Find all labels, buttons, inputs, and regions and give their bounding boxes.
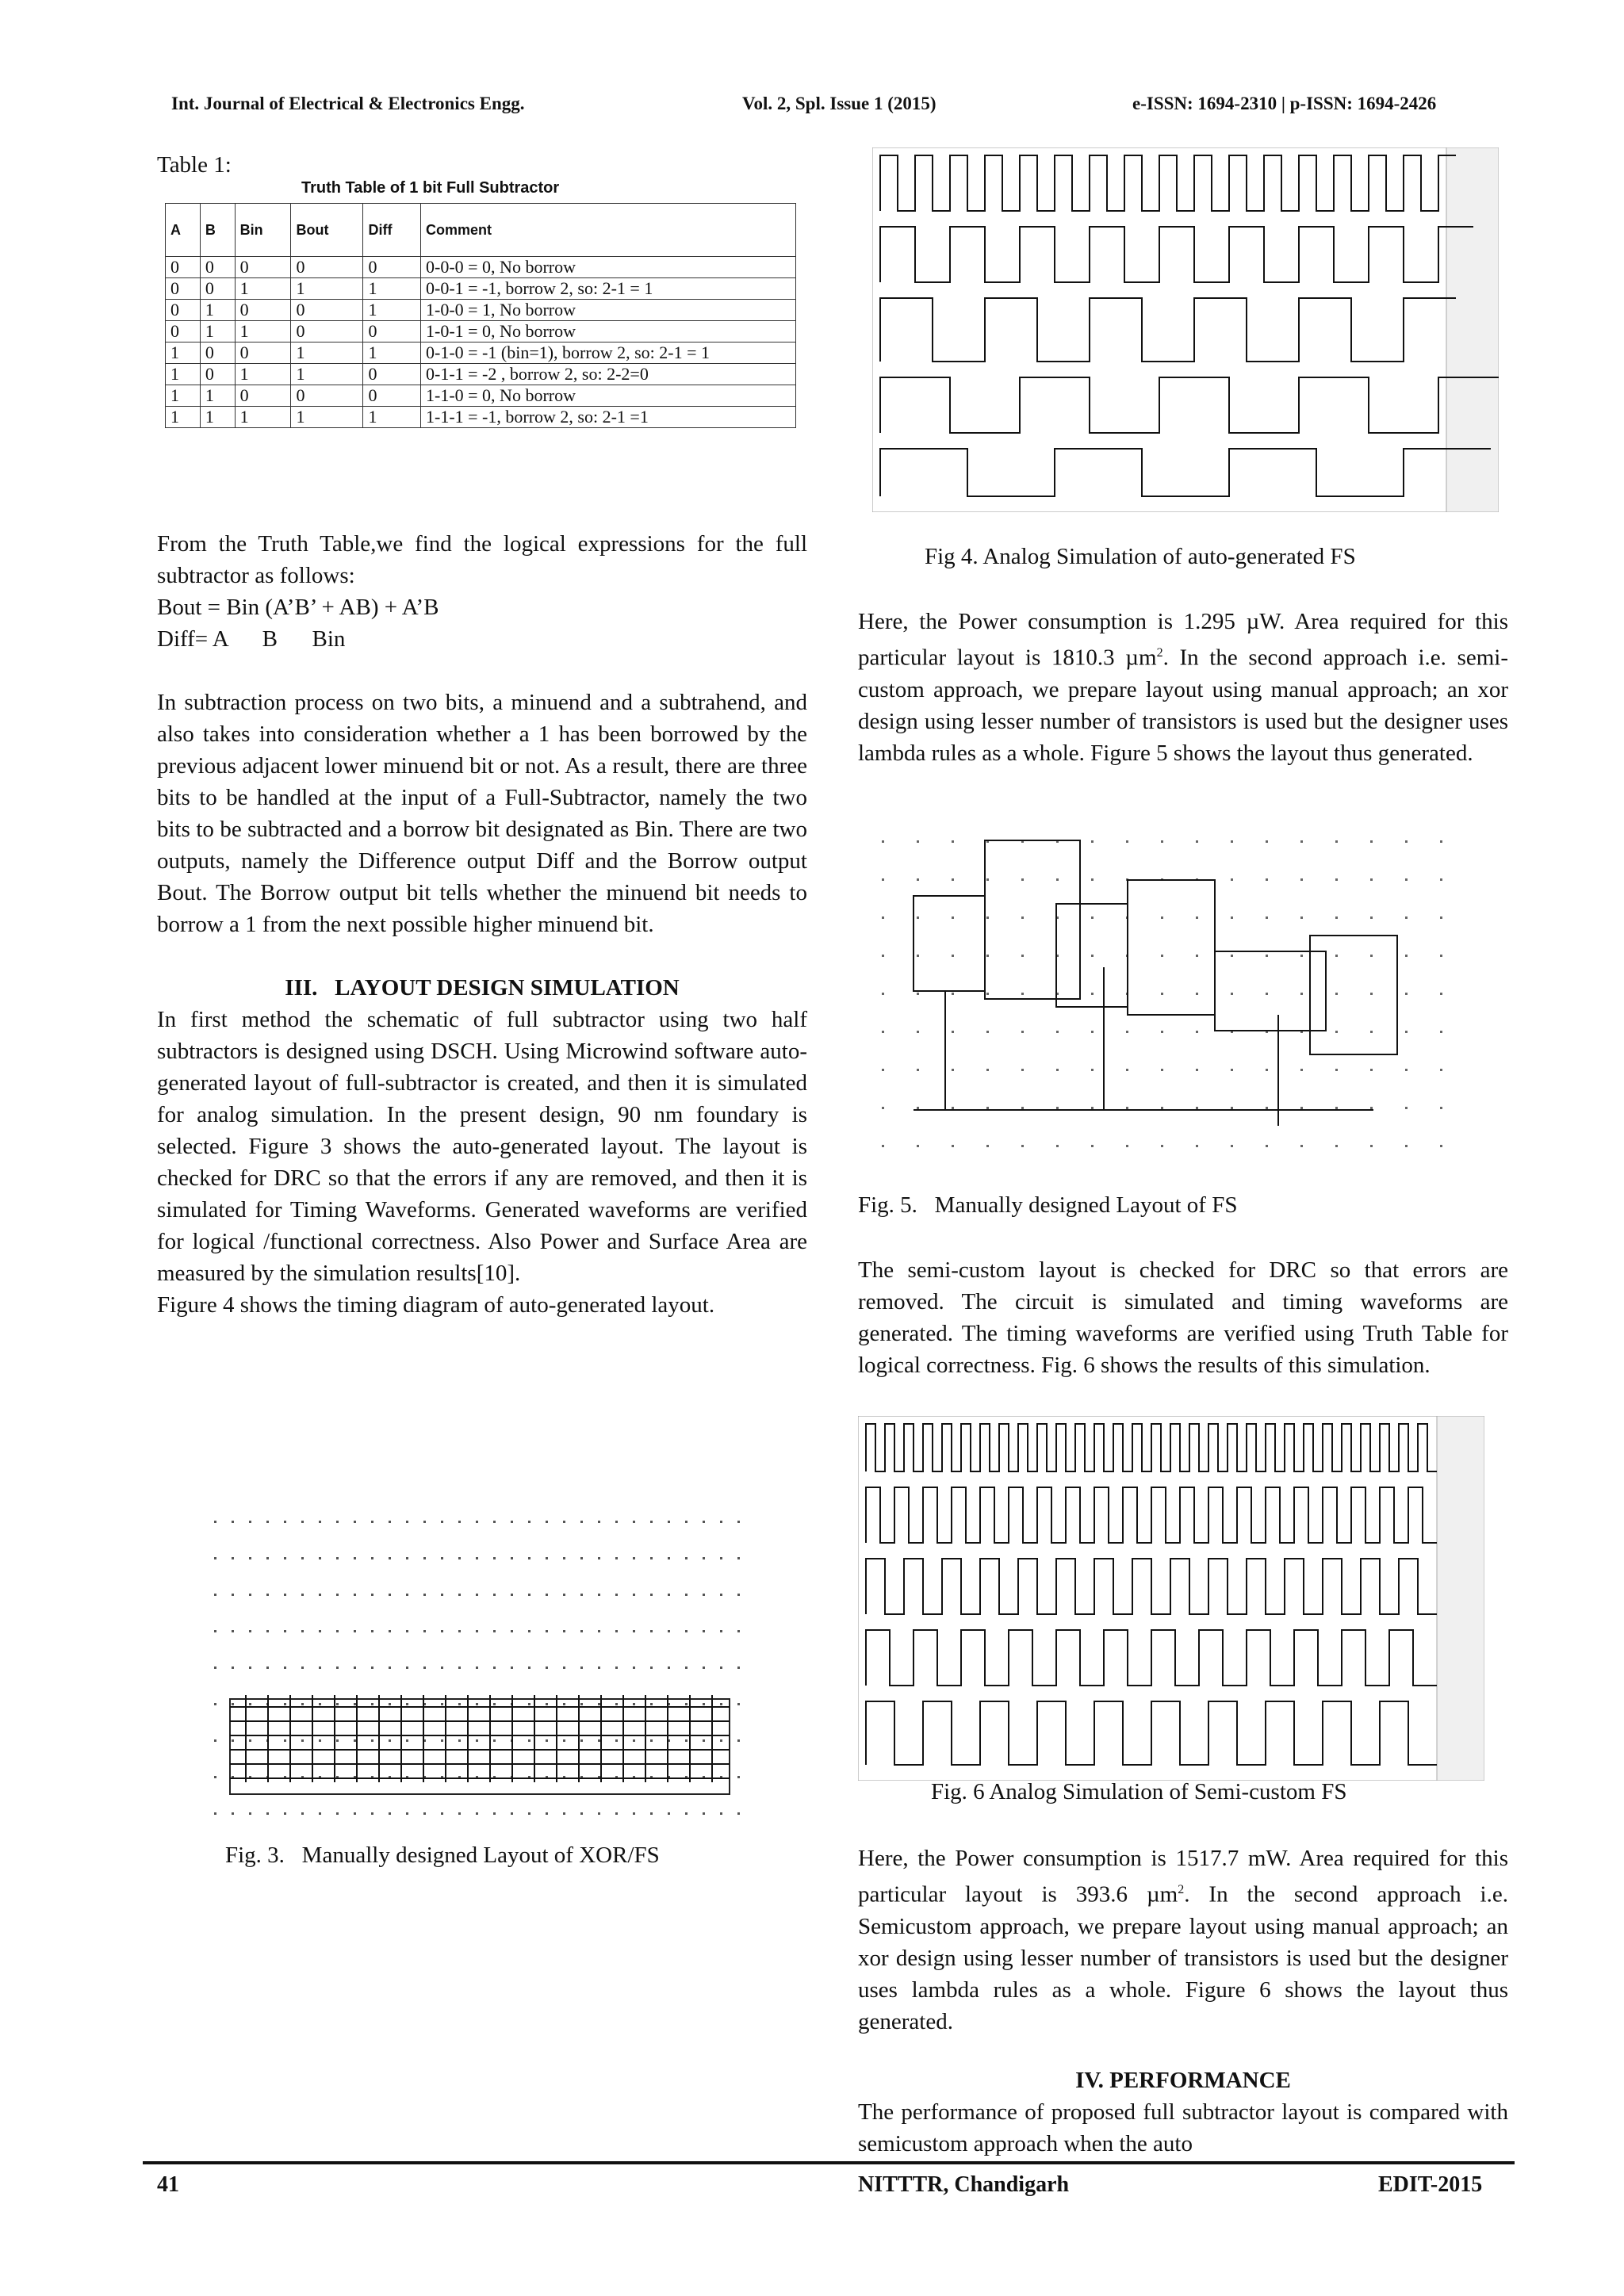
table-cell: 1 <box>291 278 363 300</box>
table-cell: 0 <box>291 385 363 407</box>
table-cell: 1 <box>363 300 421 321</box>
table-cell: 1 <box>200 300 235 321</box>
table-cell: 0 <box>363 321 421 342</box>
section-heading-performance: IV. PERFORMANCE <box>1075 2068 1291 2093</box>
table-cell: 0 <box>200 364 235 385</box>
table-cell: 1 <box>363 342 421 364</box>
table-cell: 0 <box>200 257 235 278</box>
table-cell: 1 <box>363 278 421 300</box>
paragraph-subtraction: In subtraction process on two bits, a minuend and a subtrahend, and also takes into consideration whether a 1 has been borrowed by the previous adjacent lower minuend bit or not. As a result, there are three bits to be handled at the input of a Full-Subtractor, namely the two bits to be subtracted and a borrow bit designated as Bin. There are two outputs, namely the Difference output Diff and the Borrow output Bout. The Borrow output bit tells whether the minuend bit needs to borrow a 1 from the next possible higher minuend bit. <box>157 690 807 937</box>
figure-5-caption: Fig. 5. Manually designed Layout of FS <box>858 1192 1238 1218</box>
table-cell: 1 <box>166 342 201 364</box>
table-cell: 1 <box>235 278 291 300</box>
figure-5-layout <box>866 809 1484 1158</box>
table-row <box>166 278 796 300</box>
footer-rule <box>143 2161 1515 2164</box>
table-row <box>166 364 796 385</box>
table-cell: 0 <box>235 385 291 407</box>
table-cell: 0 <box>200 342 235 364</box>
table-header-cell: Bin <box>235 204 291 257</box>
table-cell: 0 <box>235 300 291 321</box>
table-row <box>166 257 796 278</box>
table-cell: 1-0-1 = 0, No borrow <box>421 321 796 342</box>
figure-6-simulation <box>858 1416 1484 1781</box>
table-cell: 0 <box>166 300 201 321</box>
footer-institution: NITTTR, Chandigarh <box>858 2172 1070 2197</box>
table-cell: 0-0-0 = 0, No borrow <box>421 257 796 278</box>
table-cell: 0 <box>166 257 201 278</box>
table-row <box>166 385 796 407</box>
table-cell: 0 <box>291 300 363 321</box>
figure-4-simulation <box>872 147 1499 512</box>
table-cell: 0 <box>363 364 421 385</box>
table-cell: 0 <box>200 278 235 300</box>
table-header-cell: A <box>166 204 201 257</box>
table-cell: 1-1-0 = 0, No borrow <box>421 385 796 407</box>
paragraph-performance: The performance of proposed full subtractor layout is compared with semicustom approach when the auto <box>858 2099 1508 2156</box>
paragraph-power-semicustom: Here, the Power consumption is 1517.7 mW. Area required for this particular layout is 393.6 µm$^2$. In the second approach i.e. Semicustom approach, we prepare layout using manual approach; an xor design using lesser number of transistors is used but the designer uses lambda rules as a whole. Figure 6 shows the layout thus generated. <box>858 1846 1508 2034</box>
paragraph-method: In first method the schematic of full subtractor using two half subtractors is designed using DSCH. Using Microwind software auto-generated layout of full-subtractor is created, and then it is simulated for analog simulation. In the present design, 90 nm foundary is selected. Figure 3 shows the auto-generated layout. The layout is checked for DRC so that the errors if any are removed, and then it is simulated for Timing Waveforms. Generated waveforms are verified for logical /functional correctness. Also Power and Surface Area are measured by the simulation results[10]. <box>157 1007 807 1286</box>
table-cell: 0 <box>363 257 421 278</box>
journal-title: Int. Journal of Electrical & Electronics Engg. <box>171 94 525 113</box>
table-cell: 1 <box>200 407 235 428</box>
page-number: 41 <box>157 2172 179 2197</box>
table-cell: 1 <box>235 321 291 342</box>
table-row <box>166 300 796 321</box>
table-cell: 0 <box>235 257 291 278</box>
truth-table-wrap <box>165 203 796 428</box>
section-heading-layout: III. LAYOUT DESIGN SIMULATION <box>285 975 680 1001</box>
table-row <box>166 407 796 428</box>
issn-info: e-ISSN: 1694-2310 | p-ISSN: 1694-2426 <box>1132 94 1437 113</box>
table-cell: 1 <box>291 407 363 428</box>
paragraph-semicustom-drc: The semi-custom layout is checked for DRC so that errors are removed. The circuit is simulated and timing waveforms are generated. The timing waveforms are verified using Truth Table for logical correctness. Fig. 6 shows the results of this simulation. <box>858 1257 1508 1378</box>
table-cell: 0 <box>291 321 363 342</box>
volume-info: Vol. 2, Spl. Issue 1 (2015) <box>742 94 936 113</box>
paragraph-figure4: Figure 4 shows the timing diagram of auto-generated layout. <box>157 1292 715 1318</box>
table-cell: 1 <box>363 407 421 428</box>
table-cell: 0 <box>166 278 201 300</box>
table-label: Table 1: <box>157 152 232 178</box>
table-cell: 1 <box>235 364 291 385</box>
figure-6-caption: Fig. 6 Analog Simulation of Semi-custom FS <box>931 1779 1347 1804</box>
table-cell: 1 <box>166 385 201 407</box>
table-cell: 1 <box>166 407 201 428</box>
table-cell: 1-1-1 = -1, borrow 2, so: 2-1 =1 <box>421 407 796 428</box>
table-cell: 0 <box>363 385 421 407</box>
table-cell: 0 <box>291 257 363 278</box>
table-cell: 1 <box>291 342 363 364</box>
table-header-cell: B <box>200 204 235 257</box>
truth-table <box>165 203 796 428</box>
left-column <box>157 528 807 1321</box>
table-header-cell: Bout <box>291 204 363 257</box>
table-cell: 1 <box>291 364 363 385</box>
table-header-cell: Diff <box>363 204 421 257</box>
table-title: Truth Table of 1 bit Full Subtractor <box>301 179 560 197</box>
table-cell: 1 <box>200 385 235 407</box>
table-cell: 1 <box>200 321 235 342</box>
footer-conference: EDIT-2015 <box>1378 2172 1483 2197</box>
table-cell: 0-0-1 = -1, borrow 2, so: 2-1 = 1 <box>421 278 796 300</box>
figure-4-caption: Fig 4. Analog Simulation of auto-generated FS <box>925 544 1356 569</box>
table-cell: 1 <box>235 407 291 428</box>
table-header-cell: Comment <box>421 204 796 257</box>
equation-bout: Bout = Bin (A’B’ + AB) + A’B <box>157 595 439 620</box>
table-cell: 0 <box>235 342 291 364</box>
figure-3-layout <box>198 1497 766 1846</box>
equation-diff: Diff= A B Bin <box>157 626 346 652</box>
table-cell: 1-0-0 = 1, No borrow <box>421 300 796 321</box>
table-cell: 0-1-1 = -2 , borrow 2, so: 2-2=0 <box>421 364 796 385</box>
figure-3-caption: Fig. 3. Manually designed Layout of XOR/FS <box>225 1843 660 1868</box>
table-cell: 0-1-0 = -1 (bin=1), borrow 2, so: 2-1 = 1 <box>421 342 796 364</box>
table-cell: 0 <box>166 321 201 342</box>
table-row <box>166 321 796 342</box>
table-row <box>166 342 796 364</box>
paragraph-power-auto: Here, the Power consumption is 1.295 µW. Area required for this particular layout is 1810.3 µm$^2$. In the second approach i.e. semi-custom approach, we prepare layout using manual approach; an xor design using lesser number of transistors is used but the designer uses lambda rules as a whole. Figure 5 shows the layout thus generated. <box>858 609 1509 766</box>
table-cell: 1 <box>166 364 201 385</box>
paragraph-truth-table: From the Truth Table,we find the logical expressions for the full subtractor as follows: <box>157 531 807 588</box>
